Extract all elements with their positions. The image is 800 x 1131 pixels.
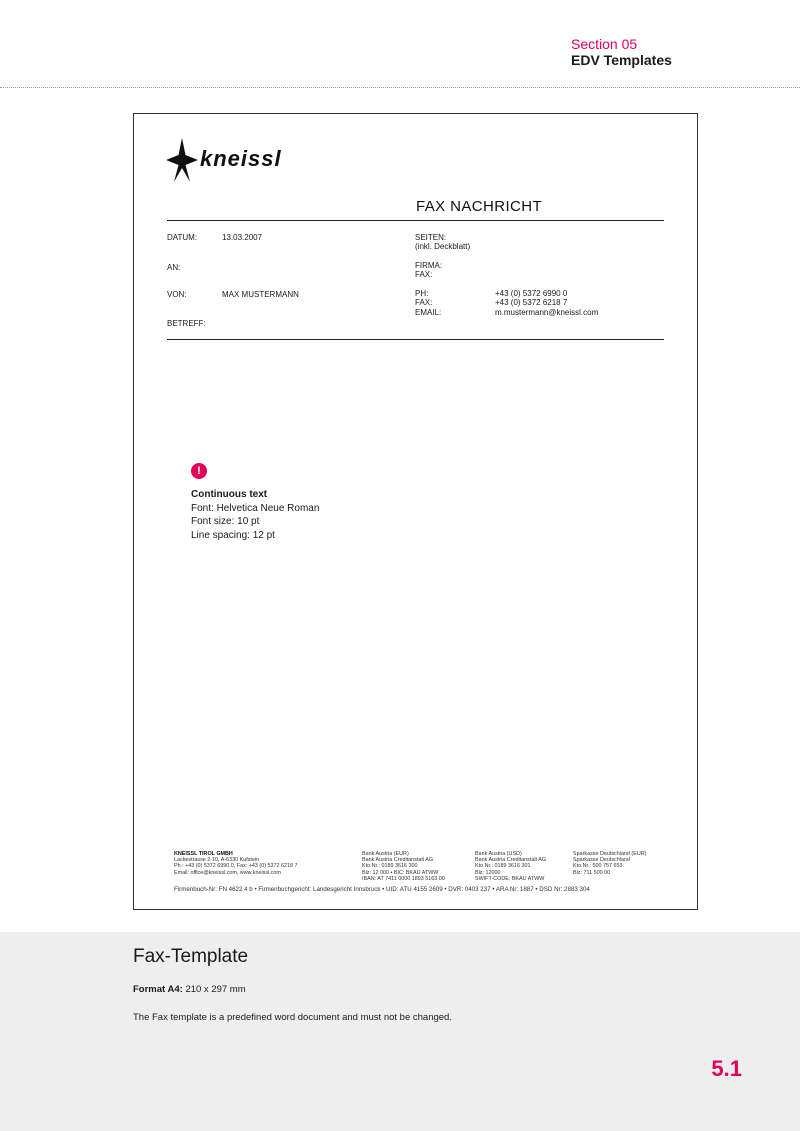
von-label: VON: [167,290,187,299]
note-spacing: Line spacing: 12 pt [191,529,275,541]
fax-label: FAX: [415,270,433,279]
alert-icon: ! [191,463,207,479]
title-rule [167,220,664,221]
bank-line: Bank Austria (EUR) [362,851,409,857]
footer-registry: Firmenbuch-Nr: FN 4622 4 b • Firmenbuchgericht: Landesgericht Innsbruck • UID: ATU 4155 2609 • DVR: 0403 237 • ARA Nr: 1887 • DSD Nr: 2883 304 [174,886,590,893]
page-number: 5.1 [711,1056,742,1081]
seiten-note: (inkl. Deckblatt) [415,242,471,251]
fax2-label: FAX: [415,298,433,307]
bank-line: Bank Austria Creditanstalt AG [362,857,434,864]
footer-company [174,851,297,876]
header-rule [167,339,664,340]
template-title: Fax-Template [133,946,249,967]
ph-value: +43 (0) 5372 6990 0 [495,289,568,298]
an-label: AN: [167,263,181,272]
company-email: Email: office@kneissl.com, www.kneissl.com [174,869,281,876]
description-panel [0,932,800,1131]
format-info [133,984,246,995]
bank-line: Kto.Nr.: 500 757 653 [573,863,623,870]
kneissl-logo [166,138,336,182]
betreff-label: BETREFF: [167,319,206,328]
note-size: Font size: 10 pt [191,516,260,527]
ph-label: PH: [415,289,429,298]
fax-document-preview [133,113,698,910]
bank-line: Blz: 12 000 • BIC: BKAU ATWW [362,869,439,876]
logo-wordmark: kneissl [200,146,282,171]
bank-line: Bank Austria (USD) [475,851,522,857]
email-value: m.mustermann@kneissl.com [495,308,599,317]
note-heading: Continuous text [191,489,268,500]
company-address: Lackestrasse 2-10, A-6330 Kufstein [174,857,260,864]
typography-note [191,488,319,542]
bank-line: Sparkasse Deutschland [573,857,630,864]
header-divider [0,87,800,88]
bank-line: Kto.Nr.: 0189 3616 300 [362,863,418,870]
footer-bank-eur [362,851,445,882]
bank-line: IBAN: AT 7411 0000 1893 5163 00 [362,875,445,882]
format-label: Format A4: [133,984,183,995]
format-value: 210 x 297 mm [185,984,246,995]
section-title: EDV Templates [571,52,672,68]
template-description: The Fax template is a predefined word document and must not be changed. [133,1012,452,1023]
note-font: Font: Helvetica Neue Roman [191,502,320,514]
email-label: EMAIL: [415,308,442,317]
bank-line: SWIFT-CODE: BKAU ATWW [475,875,545,882]
fax-title: FAX NACHRICHT [416,198,543,215]
company-name: KNEISSL TIROL GMBH [174,851,233,857]
footer-bank-sparkasse [573,851,646,876]
datum-value: 13.03.2007 [222,233,263,242]
firma-label: FIRMA: [415,261,443,270]
company-phone: Ph.: +43 (0) 5372 6990 0, Fax: +43 (0) 5372 6218 7 [174,863,298,870]
bank-line: Kto.Nr.: 0189 3616 301 [475,863,531,870]
datum-label: DATUM: [167,233,198,242]
fax2-value: +43 (0) 5372 6218 7 [495,298,568,307]
bank-line: Sparkasse Deutschland (EUR) [573,851,647,857]
bank-line: Blz: 12000 [475,869,501,876]
bank-line: Blz: 711 500 00 [573,869,611,876]
page-header [0,0,800,88]
footer-bank-usd [475,851,546,882]
section-label: Section 05 [571,36,638,52]
bank-line: Bank Austria Creditanstalt AG [475,857,547,864]
von-value: MAX MUSTERMANN [222,290,299,299]
seiten-label: SEITEN: [415,233,447,242]
